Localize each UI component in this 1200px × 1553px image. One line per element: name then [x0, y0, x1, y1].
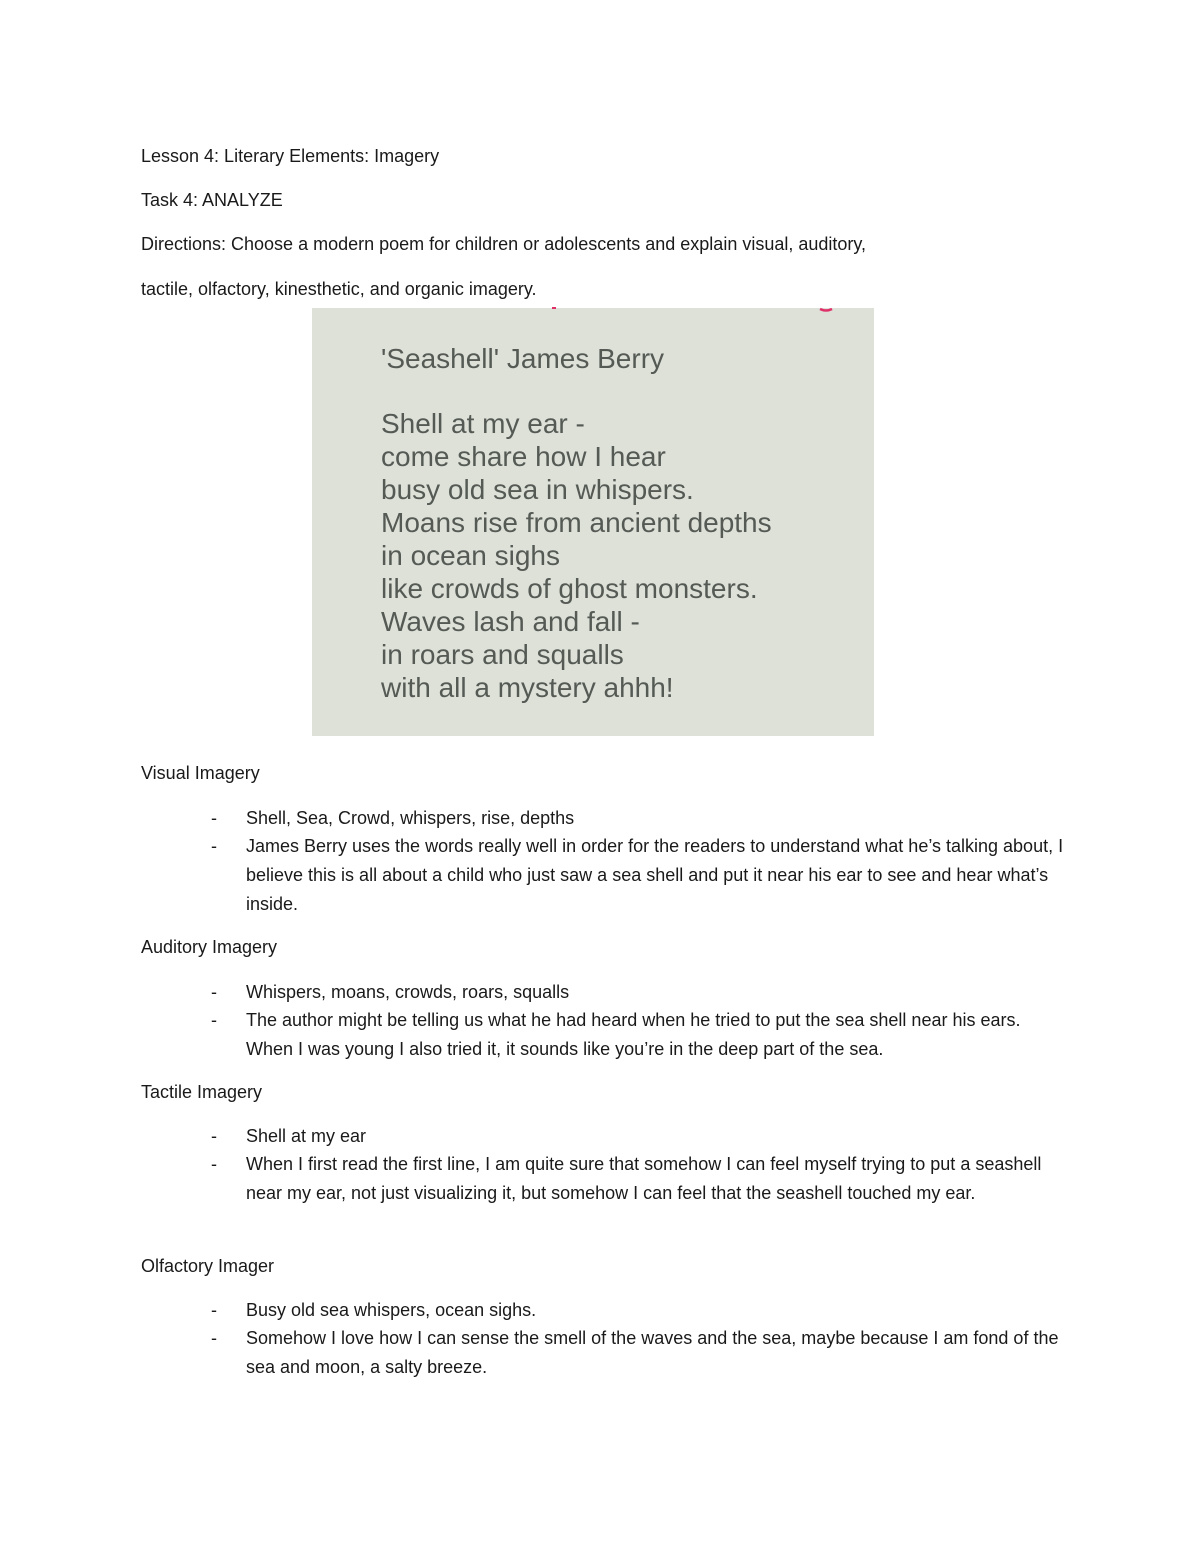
poem-line: Waves lash and fall -: [381, 606, 640, 637]
directions-line-1: Directions: Choose a modern poem for children or adolescents and explain visual, auditory,: [141, 234, 867, 254]
section-heading-visual: Visual Imagery: [141, 763, 260, 783]
bullet-text: Shell at my ear: [246, 1126, 367, 1146]
bullet-dash: -: [211, 1154, 217, 1174]
bullet-text: Shell, Sea, Crowd, whispers, rise, depths: [246, 808, 575, 828]
pink-mark-decoration: [312, 304, 874, 312]
poem-line: Shell at my ear -: [381, 408, 585, 439]
bullet-dash: -: [211, 982, 217, 1002]
section-heading-tactile: Tactile Imagery: [141, 1082, 263, 1102]
task-title: Task 4: ANALYZE: [141, 190, 283, 210]
poem-line: Moans rise from ancient depths: [381, 507, 772, 538]
poem-image: [312, 308, 874, 736]
section-heading-auditory: Auditory Imagery: [141, 937, 278, 957]
bullet-dash: -: [211, 1300, 217, 1320]
bullet-text: The author might be telling us what he had heard when he tried to put the sea shell near his ears. When I was young I also tried it, it sounds like you’re in the deep part of the sea.: [246, 1010, 1021, 1059]
poem-line: busy old sea in whispers.: [381, 474, 694, 505]
bullet-text: Busy old sea whispers, ocean sighs.: [246, 1300, 537, 1320]
poem-text: [381, 342, 772, 704]
section-heading-olfactory: Olfactory Imager: [141, 1256, 275, 1276]
bullet-text: When I first read the first line, I am quite sure that somehow I can feel myself trying to put a seashell near my ear, not just visualizing it, but somehow I can feel that the seashell touched my ear.: [246, 1154, 1042, 1203]
poem-line: in ocean sighs: [381, 540, 561, 571]
poem-line: come share how I hear: [381, 441, 666, 472]
poem-line: like crowds of ghost monsters.: [381, 573, 758, 604]
bullet-text: James Berry uses the words really well in order for the readers to understand what he’s talking about, I believe this is all about a child who just saw a sea shell and put it near his ear to see and hear what’s inside.: [246, 836, 1064, 914]
lesson-title: Lesson 4: Literary Elements: Imagery: [141, 146, 440, 166]
poem-line: in roars and squalls: [381, 639, 624, 670]
poem-line: with all a mystery ahhh!: [381, 672, 674, 703]
poem-title: 'Seashell' James Berry: [381, 343, 665, 374]
bullet-text: Whispers, moans, crowds, roars, squalls: [246, 982, 570, 1002]
bullet-dash: -: [211, 808, 217, 828]
bullet-dash: -: [211, 1126, 217, 1146]
directions-line-2: tactile, olfactory, kinesthetic, and organic imagery.: [141, 279, 537, 299]
bullet-dash: -: [211, 836, 217, 856]
bullet-dash: -: [211, 1328, 217, 1348]
bullet-text: Somehow I love how I can sense the smell of the waves and the sea, maybe because I am fond of the sea and moon, a salty breeze.: [246, 1328, 1059, 1377]
bullet-dash: -: [211, 1010, 217, 1030]
